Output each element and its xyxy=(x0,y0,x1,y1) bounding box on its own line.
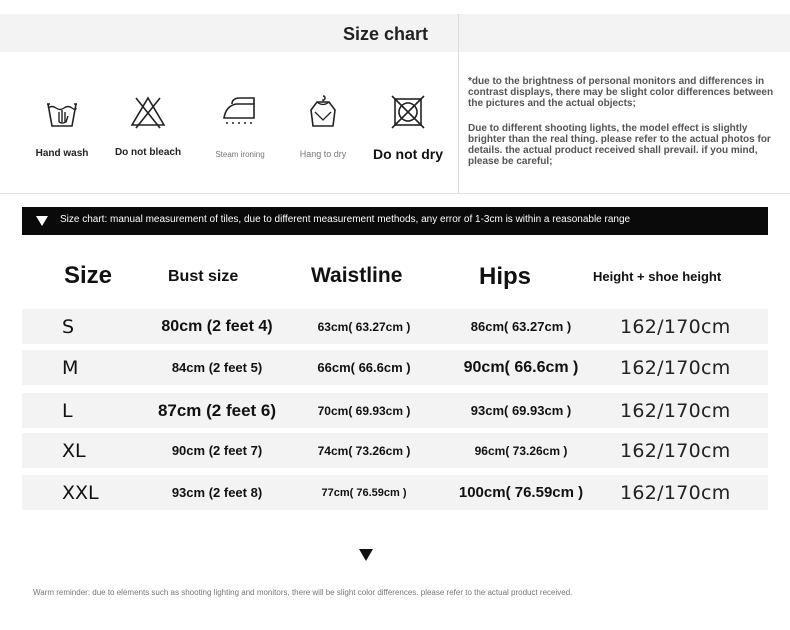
header-hips: Hips xyxy=(479,263,532,290)
horizontal-divider xyxy=(0,193,790,194)
page-title: Size chart xyxy=(342,24,428,44)
cell-waist: 66cm( 66.6cm ) xyxy=(317,359,411,375)
cell-waist: 63cm( 63.27cm ) xyxy=(317,319,411,334)
cell-hips: 96cm( 73.26cm ) xyxy=(474,443,568,458)
cell-size: M xyxy=(62,356,79,379)
table-row xyxy=(22,309,768,344)
cell-bust: 80cm (2 feet 4) xyxy=(161,317,273,335)
warm-reminder: Warm reminder: due to elements such as shooting lighting and monitors, there will be slight color differences. please refer to the actual product received. xyxy=(33,588,573,597)
care-do-not-dry xyxy=(358,92,458,172)
table-row xyxy=(22,475,768,510)
vertical-divider xyxy=(458,14,459,194)
cell-hips: 90cm( 66.6cm ) xyxy=(463,358,579,376)
cell-size: L xyxy=(62,399,73,422)
care-hand-wash xyxy=(12,92,112,172)
measurement-banner xyxy=(22,207,768,235)
cell-size: XL xyxy=(62,439,86,462)
care-label: Steam ironing xyxy=(215,150,265,159)
header-bust: Bust size xyxy=(168,268,239,285)
shooting-light-note: Due to different shooting lights, the model effect is slightly brighter than the real thing. please refer to the actual photos for details. the actual product received shall prevail. if you mind, please be careful; xyxy=(468,123,771,167)
care-label: Do not dry xyxy=(373,146,443,162)
header-size: Size xyxy=(64,262,113,289)
do-not-bleach-icon xyxy=(128,92,168,132)
hand-wash-icon xyxy=(42,92,82,132)
header-waistline: Waistline xyxy=(311,264,403,287)
cell-size: S xyxy=(62,315,75,338)
steam-iron-icon xyxy=(220,92,260,132)
banner-text: Size chart: manual measurement of tiles, due to different measurement methods, any error of 1-3cm is within a reasonable range xyxy=(60,214,631,225)
cell-waist: 70cm( 69.93cm ) xyxy=(317,403,411,418)
cell-bust: 87cm (2 feet 6) xyxy=(157,400,277,420)
cell-bust: 90cm (2 feet 7) xyxy=(171,443,263,458)
cell-hips: 93cm( 69.93cm ) xyxy=(470,403,572,418)
triangle-down-icon xyxy=(36,216,48,226)
monitor-brightness-note: *due to the brightness of personal monitors and differences in contrast displays, there may be slight color differences between the pictures and the actual objects; xyxy=(468,76,774,109)
cell-height: 162/170cm xyxy=(620,356,731,379)
hang-dry-icon xyxy=(303,92,343,132)
cell-bust: 84cm (2 feet 5) xyxy=(171,360,263,375)
cell-height: 162/170cm xyxy=(620,481,731,504)
cell-bust: 93cm (2 feet 8) xyxy=(171,485,263,500)
cell-size: XXL xyxy=(62,481,99,504)
cell-waist: 74cm( 73.26cm ) xyxy=(317,443,411,458)
care-label: Hang to dry xyxy=(299,149,347,159)
cell-hips: 86cm( 63.27cm ) xyxy=(470,319,572,334)
cell-waist: 77cm( 76.59cm ) xyxy=(321,486,407,499)
triangle-down-icon xyxy=(359,549,373,561)
care-do-not-bleach xyxy=(98,92,198,172)
table-row xyxy=(22,393,768,428)
cell-height: 162/170cm xyxy=(620,315,731,338)
table-row xyxy=(22,433,768,468)
cell-hips: 100cm( 76.59cm ) xyxy=(458,484,584,501)
do-not-tumble-dry-icon xyxy=(388,92,428,132)
cell-height: 162/170cm xyxy=(620,399,731,422)
cell-height: 162/170cm xyxy=(620,439,731,462)
care-label: Hand wash xyxy=(35,148,89,159)
table-row xyxy=(22,350,768,385)
care-label: Do not bleach xyxy=(114,147,182,158)
header-height: Height + shoe height xyxy=(593,269,722,284)
